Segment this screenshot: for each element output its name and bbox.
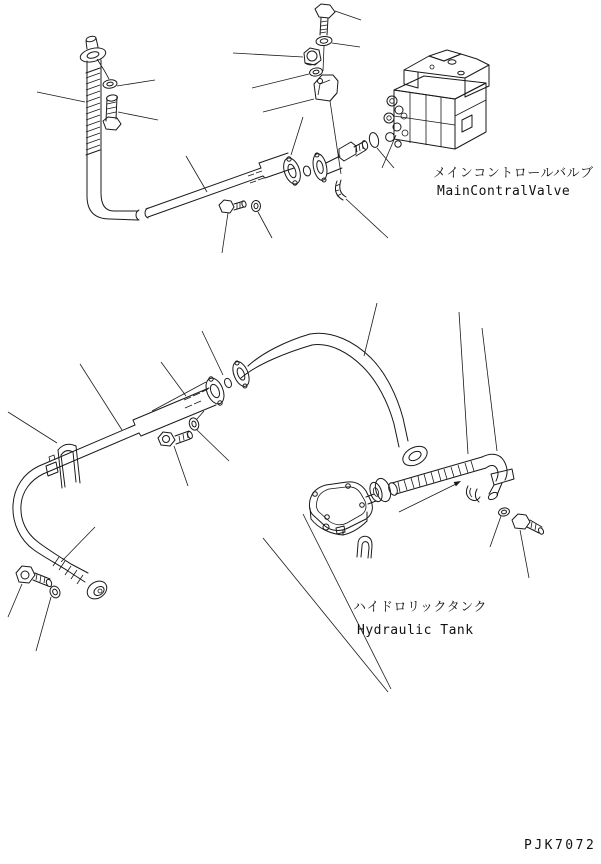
elbow-fitting bbox=[466, 454, 514, 502]
washer-mid bbox=[188, 411, 204, 431]
bolt-under-pipe bbox=[219, 200, 247, 213]
tank-cover-plate bbox=[309, 482, 376, 535]
washer-upper-left bbox=[97, 59, 118, 89]
o-ring-lower bbox=[223, 377, 233, 388]
valve-label-en: MainContralValve bbox=[437, 184, 571, 199]
o-ring-b bbox=[368, 132, 380, 149]
spiral-hose bbox=[387, 457, 486, 496]
washer-top bbox=[316, 36, 333, 47]
o-ring-c bbox=[252, 201, 261, 212]
upper-leader-lines bbox=[37, 11, 396, 253]
hex-nut-top bbox=[304, 48, 321, 65]
bolt-right bbox=[512, 514, 545, 535]
gooseneck-pipe bbox=[241, 333, 430, 469]
drawing-code: PJK7072 bbox=[524, 838, 597, 853]
valve-label-jp: メインコントロールバルブ bbox=[433, 166, 594, 181]
o-ring-a bbox=[302, 165, 311, 176]
u-clip bbox=[357, 536, 372, 558]
mounting-bolt-top bbox=[315, 4, 335, 35]
clamp-bracket bbox=[314, 75, 338, 101]
threaded-fitting bbox=[326, 140, 369, 174]
tank-label-jp: ハイドロリックタンク bbox=[353, 600, 487, 615]
lower-leader-lines bbox=[8, 303, 529, 651]
hose-clip-upper bbox=[335, 180, 346, 200]
washer-right bbox=[498, 507, 510, 517]
tank-label-en: Hydraulic Tank bbox=[357, 623, 474, 638]
pipe-end-flange-upper bbox=[281, 156, 304, 186]
upper-assembly bbox=[37, 4, 489, 253]
bolt-mid bbox=[158, 431, 193, 446]
split-flange-upper bbox=[311, 152, 329, 182]
main-control-valve bbox=[384, 50, 489, 149]
split-flange-lower bbox=[230, 359, 253, 388]
return-pipe-upper bbox=[79, 35, 294, 220]
